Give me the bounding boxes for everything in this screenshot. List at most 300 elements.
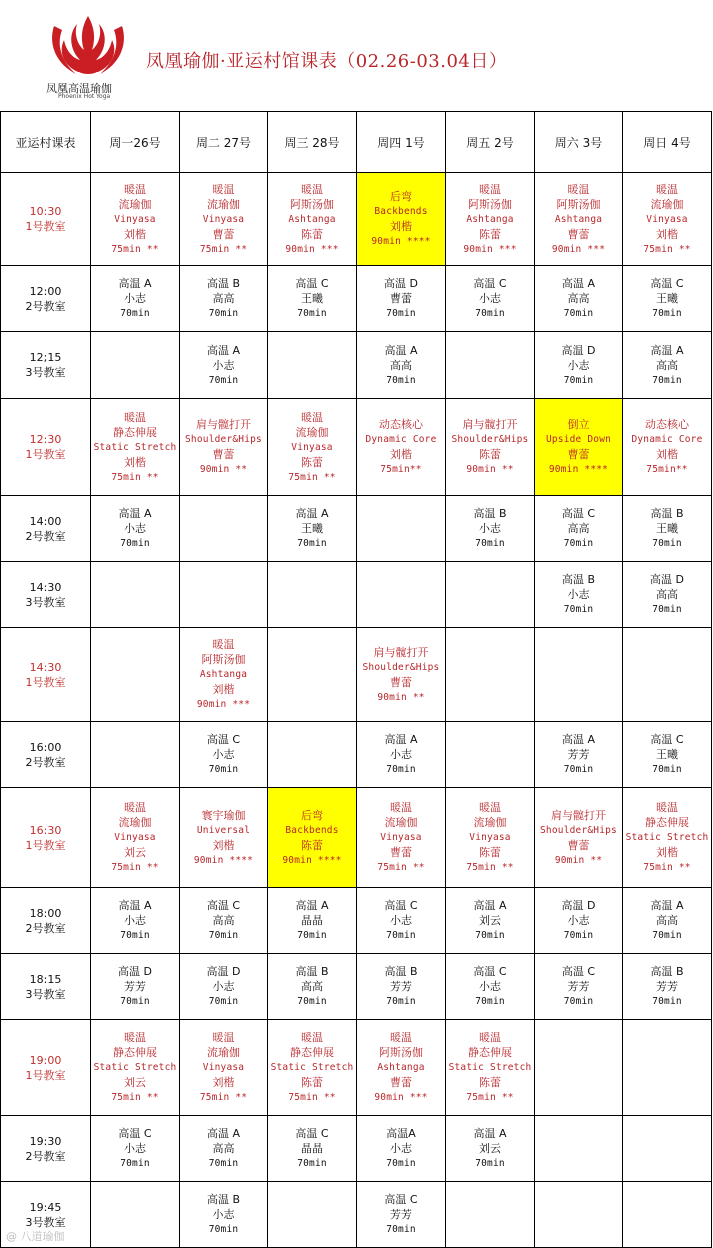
class-line: 芳芳 — [656, 980, 678, 993]
slot-time: 12;15 — [29, 351, 62, 364]
class-entry — [180, 964, 267, 1009]
class-entry — [446, 506, 534, 551]
class-line: 75min ** — [111, 862, 159, 873]
class-line: 70min — [208, 1158, 239, 1169]
class-line: 70min — [563, 996, 594, 1007]
class-line: 小志 — [212, 1208, 235, 1221]
class-line: 高温 B — [384, 965, 418, 978]
class-line: 70min — [563, 764, 594, 775]
empty-cell — [268, 722, 357, 788]
class-entry — [357, 964, 445, 1009]
class-line: 75min ** — [466, 862, 514, 873]
class-line: 70min — [208, 374, 239, 386]
empty-cell — [446, 1182, 535, 1248]
empty-cell — [180, 562, 268, 628]
header-cell-label: 亚运村课表 — [1, 112, 91, 173]
class-line: Ashtanga — [554, 213, 603, 225]
class-cell — [91, 1116, 180, 1182]
class-line: Shoulder&Hips — [540, 824, 617, 836]
class-line: 高温 A — [118, 277, 152, 290]
class-line: 90min **** — [371, 236, 431, 247]
class-line: 暖温 — [567, 182, 590, 196]
class-entry — [535, 276, 622, 321]
class-entry — [180, 1030, 267, 1105]
slot-room: 3号教室 — [25, 1215, 66, 1229]
class-entry — [357, 732, 445, 777]
class-line: 75min ** — [288, 471, 336, 483]
slot-room: 3号教室 — [25, 595, 66, 609]
class-cell — [357, 628, 446, 722]
slot-time: 14:00 — [29, 514, 62, 528]
time-slot-label — [1, 722, 91, 788]
slot-room: 2号教室 — [25, 1149, 66, 1163]
empty-cell — [535, 1182, 623, 1248]
table-row — [1, 1020, 712, 1116]
class-cell — [357, 1020, 446, 1116]
class-line: Shoulder&Hips — [362, 661, 440, 673]
class-line: 高高 — [656, 914, 678, 927]
class-line: 肩与髋打开 — [551, 808, 606, 822]
class-line: 高温 C — [384, 1193, 418, 1206]
class-line: 90min *** — [374, 1092, 428, 1103]
class-line: 暖温 — [479, 801, 501, 814]
class-line: 刘楷 — [212, 683, 235, 696]
class-line: 70min — [475, 1158, 505, 1169]
empty-cell — [623, 1182, 712, 1248]
class-cell — [357, 332, 446, 399]
class-entry — [446, 1126, 534, 1171]
class-line: 刘楷 — [212, 1076, 235, 1089]
class-line: 高高 — [212, 914, 235, 927]
class-line: Backbends — [285, 824, 339, 836]
class-line: 动态核心 — [379, 418, 423, 431]
class-line: 75min ** — [466, 1092, 514, 1103]
class-line: 曹蕾 — [390, 292, 412, 305]
class-line: 陈蕾 — [479, 227, 501, 241]
class-line: 肩与髋打开 — [462, 418, 518, 431]
class-entry — [91, 276, 179, 321]
class-entry — [180, 417, 267, 477]
class-cell — [535, 562, 623, 628]
class-line: 暖温 — [124, 1031, 146, 1044]
slot-room: 2号教室 — [25, 755, 66, 769]
table-row — [1, 332, 712, 399]
class-line: 70min — [563, 930, 594, 941]
slot-time: 16:00 — [29, 740, 62, 754]
class-line: 流瑜伽 — [207, 1046, 240, 1059]
empty-cell — [446, 332, 535, 399]
class-line: 高温 C — [206, 733, 241, 746]
class-entry — [180, 637, 267, 712]
class-line: Vinyasa — [646, 213, 688, 225]
class-line: 刘楷 — [390, 448, 412, 461]
class-line: 高温 A — [384, 733, 418, 746]
class-line: 高高 — [212, 292, 235, 305]
class-line: 暖温 — [479, 182, 501, 196]
slot-room: 1号教室 — [25, 1068, 66, 1082]
class-cell — [535, 788, 623, 888]
class-line: 70min — [563, 538, 594, 549]
class-cell — [446, 888, 535, 954]
class-line: 曹蕾 — [212, 227, 235, 241]
class-cell — [268, 173, 357, 266]
class-line: 王曦 — [301, 522, 323, 535]
class-line: 流瑜伽 — [650, 197, 684, 211]
class-line: Vinyasa — [469, 832, 511, 843]
class-line: 高温 A — [118, 899, 152, 912]
class-entry — [268, 1030, 356, 1105]
class-line: Shoulder&Hips — [185, 434, 262, 445]
class-line: 高温 A — [206, 343, 241, 357]
class-line: 70min — [297, 538, 327, 549]
class-line: 90min ** — [466, 464, 514, 475]
class-entry — [446, 898, 534, 943]
class-line: 寰宇瑜伽 — [201, 808, 246, 822]
class-line: 高温 A — [561, 733, 596, 746]
class-line: 刘楷 — [656, 448, 678, 461]
table-row — [1, 1116, 712, 1182]
empty-cell — [535, 1116, 623, 1182]
class-line: 高温 D — [561, 343, 596, 357]
class-line: 芳芳 — [567, 748, 590, 761]
class-cell — [446, 788, 535, 888]
class-line: 70min — [652, 764, 682, 775]
class-line: 阿斯汤伽 — [468, 197, 512, 211]
slot-room: 2号教室 — [25, 299, 66, 313]
class-line: Vinyasa — [202, 213, 245, 225]
class-line: 高温 D — [384, 277, 418, 290]
class-cell — [268, 788, 357, 888]
class-line: 75min ** — [111, 471, 159, 483]
class-entry — [180, 732, 267, 777]
class-cell — [446, 173, 535, 266]
class-cell — [535, 888, 623, 954]
class-cell — [180, 1020, 268, 1116]
class-entry — [357, 1192, 445, 1237]
slot-room: 3号教室 — [25, 987, 66, 1001]
class-line: 刘云 — [479, 914, 501, 927]
class-line: 高温 A — [206, 1127, 241, 1140]
class-line: 75min ** — [288, 1092, 336, 1103]
class-line: 90min ** — [554, 854, 603, 866]
class-line: 75min ** — [643, 862, 691, 873]
class-line: 高温 D — [206, 965, 241, 978]
class-entry — [623, 276, 711, 321]
table-row — [1, 888, 712, 954]
class-cell — [357, 1182, 446, 1248]
class-cell — [180, 399, 268, 496]
class-line: 高温 C — [295, 1127, 329, 1140]
class-line: 70min — [386, 374, 416, 386]
class-line: 后弯 — [301, 808, 323, 822]
table-row — [1, 399, 712, 496]
class-line: 王曦 — [656, 292, 678, 305]
class-line: 高温 C — [650, 733, 684, 746]
class-entry — [180, 808, 267, 868]
class-line: 高温 B — [295, 965, 329, 978]
class-cell — [91, 788, 180, 888]
class-cell — [357, 888, 446, 954]
class-line: 刘楷 — [124, 227, 146, 241]
class-line: 70min — [297, 996, 327, 1007]
class-line: 静态伸展 — [645, 816, 689, 829]
class-line: 70min — [208, 930, 239, 941]
class-line: 肩与髋打开 — [373, 645, 429, 659]
slot-time: 14:30 — [29, 660, 62, 674]
class-entry — [91, 506, 179, 551]
class-line: 芳芳 — [124, 980, 146, 993]
class-line: 刘楷 — [390, 220, 412, 233]
class-line: Ashtanga — [466, 213, 514, 225]
header-cell-mon: 周一26号 — [91, 112, 180, 173]
class-line: 高温 C — [650, 277, 684, 290]
table-row — [1, 496, 712, 562]
class-line: 70min — [652, 308, 682, 319]
class-line: 静态伸展 — [113, 425, 157, 439]
class-line: 75min ** — [199, 1092, 248, 1103]
class-cell — [268, 1020, 357, 1116]
class-line: 王曦 — [656, 748, 678, 761]
class-line: 高温 B — [473, 507, 507, 520]
empty-cell — [446, 562, 535, 628]
class-line: 70min — [386, 996, 416, 1007]
class-line: 曹蕾 — [567, 448, 590, 461]
class-line: Vinyasa — [114, 213, 156, 225]
slot-room: 1号教室 — [25, 675, 66, 689]
class-cell — [180, 1182, 268, 1248]
slot-time: 19:00 — [29, 1053, 62, 1067]
class-line: 陈蕾 — [479, 846, 501, 859]
class-cell — [268, 888, 357, 954]
class-line: 高温 B — [650, 507, 684, 520]
class-line: 70min — [563, 604, 594, 615]
empty-cell — [623, 628, 712, 722]
class-line: 高温 D — [118, 965, 152, 978]
class-line: 流瑜伽 — [295, 425, 329, 439]
class-line: 高温 A — [650, 343, 684, 357]
class-line: 小志 — [212, 748, 235, 761]
time-slot-label — [1, 496, 91, 562]
class-entry — [91, 898, 179, 943]
time-slot-label — [1, 266, 91, 332]
time-slot-label — [1, 399, 91, 496]
class-entry — [180, 343, 267, 388]
class-line: Ashtanga — [288, 213, 336, 225]
class-line: 流瑜伽 — [118, 197, 152, 211]
time-slot-label — [1, 954, 91, 1020]
class-line: 流瑜伽 — [473, 816, 507, 829]
class-line: 90min ** — [199, 464, 248, 475]
class-line: 70min — [297, 308, 327, 319]
class-line: Static Stretch — [93, 441, 177, 453]
class-cell — [91, 266, 180, 332]
class-line: 小志 — [567, 588, 590, 601]
class-cell — [446, 1116, 535, 1182]
class-line: 刘云 — [124, 846, 146, 859]
class-line: 芳芳 — [567, 980, 590, 993]
class-entry — [268, 182, 356, 257]
class-line: 高温 B — [650, 965, 684, 978]
class-line: 暖温 — [479, 1031, 501, 1044]
class-line: 小志 — [567, 358, 590, 372]
table-row — [1, 1182, 712, 1248]
time-slot-label — [1, 788, 91, 888]
class-line: 小志 — [479, 522, 501, 535]
class-cell — [357, 788, 446, 888]
class-line: 90min **** — [548, 464, 609, 475]
class-line: 刘楷 — [656, 227, 678, 241]
class-line: 小志 — [479, 980, 501, 993]
empty-cell — [91, 628, 180, 722]
table-row — [1, 266, 712, 332]
class-line: 后弯 — [390, 190, 412, 203]
empty-cell — [623, 1020, 712, 1116]
table-row — [1, 628, 712, 722]
class-line: Ashtanga — [199, 669, 248, 680]
slot-room: 1号教室 — [25, 448, 66, 461]
class-cell — [180, 954, 268, 1020]
class-entry — [91, 1126, 179, 1171]
class-line: 暖温 — [212, 638, 235, 651]
class-line: 90min *** — [463, 243, 517, 255]
class-cell — [623, 954, 712, 1020]
class-line: Vinyasa — [380, 832, 422, 843]
class-entry — [180, 1192, 267, 1237]
class-line: 刘楷 — [124, 455, 146, 469]
class-entry — [357, 898, 445, 943]
empty-cell — [446, 628, 535, 722]
class-entry — [268, 808, 356, 868]
slot-room: 3号教室 — [25, 366, 66, 379]
class-line: 曹蕾 — [212, 448, 235, 461]
class-line: 静态伸展 — [113, 1046, 157, 1059]
class-line: 动态核心 — [645, 418, 689, 431]
class-line: 阿斯汤伽 — [379, 1046, 423, 1059]
class-cell — [180, 173, 268, 266]
class-cell — [268, 399, 357, 496]
class-line: 高温 C — [384, 899, 418, 912]
class-line: Vinyasa — [202, 1062, 245, 1073]
class-entry — [623, 182, 711, 257]
class-entry — [535, 182, 622, 257]
class-line: 刘云 — [124, 1076, 146, 1089]
slot-room: 1号教室 — [25, 220, 66, 233]
time-slot-label — [1, 1116, 91, 1182]
class-line: 高温 A — [473, 899, 507, 912]
class-line: 小志 — [212, 358, 235, 372]
class-line: 刘云 — [479, 1142, 501, 1155]
empty-cell — [268, 1182, 357, 1248]
time-slot-label — [1, 1020, 91, 1116]
class-line: 陈蕾 — [301, 455, 323, 469]
empty-cell — [357, 496, 446, 562]
class-line: Static Stretch — [93, 1062, 177, 1073]
class-entry — [446, 800, 534, 875]
class-cell — [268, 1116, 357, 1182]
time-slot-label — [1, 562, 91, 628]
class-line: 70min — [475, 308, 505, 319]
class-line: 高高 — [656, 588, 678, 601]
class-entry — [180, 182, 267, 257]
class-line: 暖温 — [656, 801, 678, 814]
class-line: 高温 B — [206, 277, 241, 290]
slot-time: 18:00 — [29, 906, 62, 920]
class-line: 75min** — [380, 464, 422, 475]
class-line: 小志 — [124, 522, 146, 535]
header — [0, 0, 713, 111]
header-cell-wed: 周三 28号 — [268, 112, 357, 173]
class-line: 曹蕾 — [390, 675, 412, 689]
empty-cell — [91, 722, 180, 788]
class-line: 70min — [208, 764, 239, 775]
class-line: 70min — [297, 930, 327, 941]
class-line: 晶晶 — [301, 914, 323, 927]
class-line: 70min — [652, 996, 682, 1007]
class-line: 70min — [297, 1158, 327, 1169]
class-cell — [91, 496, 180, 562]
class-line: 暖温 — [390, 1031, 412, 1044]
class-line: 暖温 — [124, 182, 146, 196]
time-slot-label — [1, 628, 91, 722]
class-entry — [446, 1030, 534, 1105]
header-cell-sat: 周六 3号 — [535, 112, 623, 173]
empty-cell — [623, 1116, 712, 1182]
time-slot-label — [1, 173, 91, 266]
class-line: 高温 C — [118, 1127, 152, 1140]
class-line: 70min — [386, 1224, 416, 1235]
class-entry — [535, 964, 622, 1009]
class-line: 高温 C — [473, 277, 507, 290]
class-entry — [535, 506, 622, 551]
class-entry — [357, 189, 445, 249]
class-cell — [180, 888, 268, 954]
class-cell — [180, 332, 268, 399]
class-line: 高温A — [386, 1127, 416, 1140]
class-entry — [180, 898, 267, 943]
class-cell — [180, 1116, 268, 1182]
class-line: 暖温 — [212, 182, 235, 196]
class-line: 小志 — [212, 980, 235, 993]
class-cell — [357, 266, 446, 332]
watermark: @ 八道瑜伽 — [6, 1230, 65, 1243]
class-entry — [535, 732, 622, 777]
class-cell — [535, 496, 623, 562]
class-line: 70min — [563, 374, 594, 386]
class-entry — [535, 808, 622, 868]
empty-cell — [268, 628, 357, 722]
class-line: 90min *** — [551, 243, 606, 255]
class-line: 小志 — [390, 748, 412, 761]
class-line: 90min *** — [196, 699, 251, 710]
slot-time: 12:30 — [29, 433, 62, 446]
empty-cell — [180, 496, 268, 562]
empty-cell — [535, 1020, 623, 1116]
class-cell — [91, 888, 180, 954]
class-cell — [180, 722, 268, 788]
class-line: 70min — [120, 930, 150, 941]
class-entry — [357, 645, 445, 705]
empty-cell — [91, 1182, 180, 1248]
class-entry — [180, 1126, 267, 1171]
class-line: 王曦 — [301, 292, 323, 305]
class-line: 静态伸展 — [468, 1046, 512, 1059]
class-line: 陈蕾 — [301, 1076, 323, 1089]
class-entry — [535, 343, 622, 388]
class-line: 75min** — [646, 464, 688, 475]
class-cell — [357, 399, 446, 496]
class-entry — [268, 964, 356, 1009]
class-line: Dynamic Core — [365, 434, 437, 445]
